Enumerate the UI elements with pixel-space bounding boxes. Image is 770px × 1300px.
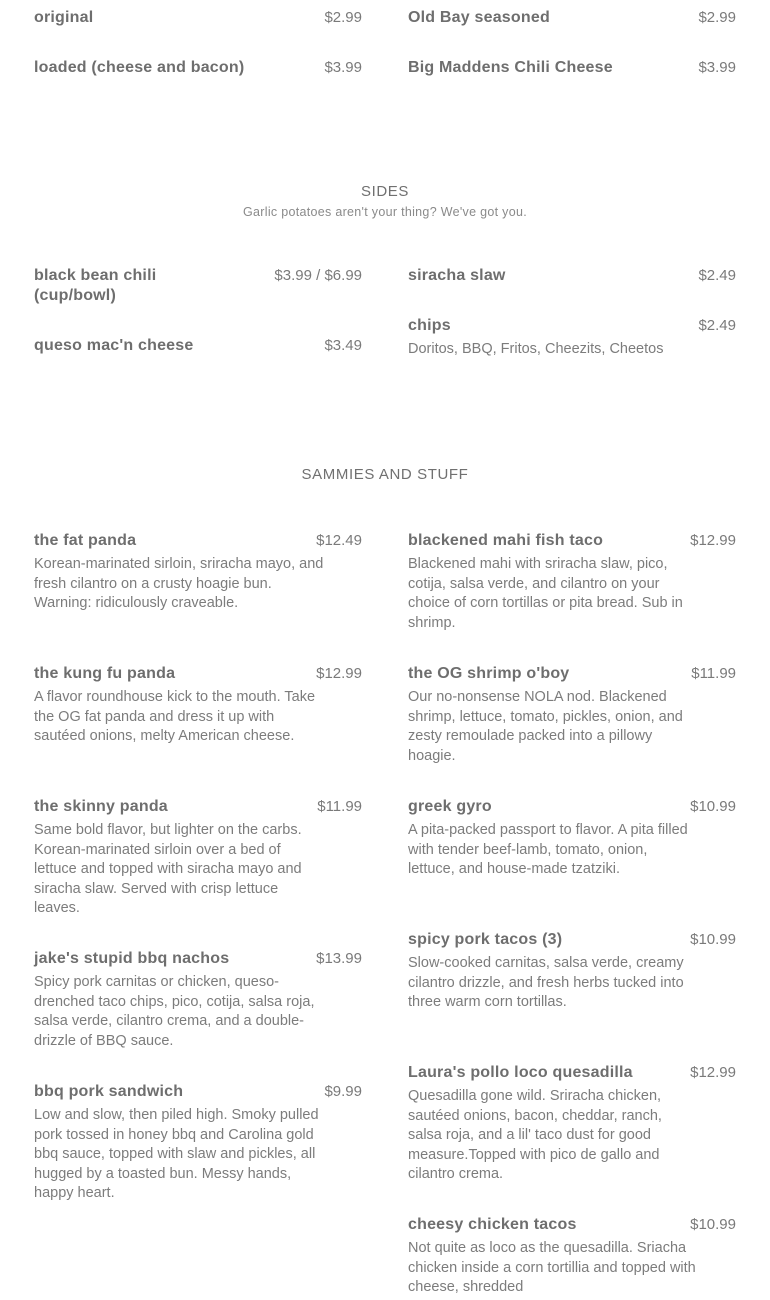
menu-item — [34, 1082, 362, 1204]
menu-item — [408, 8, 736, 28]
menu-item — [34, 58, 362, 78]
item-name: siracha slaw — [408, 267, 506, 284]
item-name: Laura's pollo loco quesadilla — [408, 1064, 633, 1081]
menu-item — [408, 1063, 736, 1185]
menu-item — [408, 266, 736, 286]
menu-item — [34, 531, 362, 614]
item-description: Korean-marinated sirloin, sriracha mayo, and fresh cilantro on a crusty hoagie bun. Warning: ridiculously craveable. — [34, 556, 324, 612]
item-description: Blackened mahi with sriracha slaw, pico, cotija, salsa verde, and cilantro on your choice of corn tortillas or pita bread. Sub in shrimp. — [408, 556, 683, 631]
item-price: $12.99 — [690, 532, 736, 549]
item-description: Same bold flavor, but lighter on the carbs. Korean-marinated sirloin over a bed of lettuce and topped with siracha mayo and siracha slaw. Served with crisp lettuce leaves. — [34, 822, 302, 917]
section-title: SAMMIES AND STUFF — [301, 466, 469, 483]
menu-item — [408, 316, 736, 360]
item-price: $13.99 — [316, 950, 362, 967]
item-price: $12.99 — [316, 665, 362, 682]
item-price: $3.99 — [324, 59, 362, 76]
item-price: $2.99 — [324, 9, 362, 26]
item-name: black bean chili (cup/bowl) — [34, 267, 157, 304]
item-description: Quesadilla gone wild. Sriracha chicken, sautéed onions, bacon, cheddar, ranch, salsa roja, and a lil' taco dust for good measure.Topped with pico de gallo and cilantro crema. — [408, 1088, 662, 1183]
item-name: chips — [408, 317, 451, 334]
section-subtitle: Garlic potatoes aren't your thing? We've got you. — [243, 205, 527, 219]
item-description: A flavor roundhouse kick to the mouth. Take the OG fat panda and dress it up with sautéed onions, melty American cheese. — [34, 689, 316, 745]
item-description: Slow-cooked carnitas, salsa verde, creamy cilantro drizzle, and fresh herbs tucked into three warm corn tortillas. — [408, 955, 684, 1011]
menu-item — [408, 930, 736, 1013]
item-name: jake's stupid bbq nachos — [34, 950, 230, 967]
menu-item — [408, 1215, 736, 1298]
item-description: Our no-nonsense NOLA nod. Blackened shrimp, lettuce, tomato, pickles, onion, and zesty remoulade packed into a pillowy hoagie. — [408, 689, 683, 764]
item-price: $10.99 — [690, 798, 736, 815]
item-name: cheesy chicken tacos — [408, 1216, 577, 1233]
item-name: greek gyro — [408, 798, 492, 815]
item-name: the skinny panda — [34, 798, 168, 815]
menu-item — [34, 797, 362, 919]
section-title: SIDES — [360, 183, 409, 200]
item-description: A pita-packed passport to flavor. A pita filled with tender beef-lamb, tomato, onion, lettuce, and house-made tzatziki. — [408, 822, 688, 878]
item-description: Doritos, BBQ, Fritos, Cheezits, Cheetos — [408, 341, 664, 357]
menu-item — [34, 664, 362, 747]
item-price: $2.49 — [698, 267, 736, 284]
menu-item — [408, 797, 736, 880]
item-price: $2.99 — [698, 9, 736, 26]
item-name: the fat panda — [34, 532, 137, 549]
item-description: Low and slow, then piled high. Smoky pulled pork tossed in honey bbq and Carolina gold bbq sauce, topped with slaw and pickles, all hugged by a toasted bun. Messy hands, happy heart. — [34, 1107, 319, 1202]
menu-item — [34, 8, 362, 28]
item-price: $3.49 — [324, 337, 362, 354]
item-price: $3.99 / $6.99 — [274, 267, 362, 284]
item-price: $12.49 — [316, 532, 362, 549]
item-price: $11.99 — [691, 665, 736, 682]
item-name: queso mac'n cheese — [34, 337, 194, 354]
item-name: the OG shrimp o'boy — [408, 665, 570, 682]
item-name: spicy pork tacos (3) — [408, 931, 563, 948]
menu-item — [408, 531, 736, 633]
item-name: Big Maddens Chili Cheese — [408, 59, 613, 76]
item-price: $12.99 — [690, 1064, 736, 1081]
item-price: $2.49 — [698, 317, 736, 334]
menu-item — [408, 58, 736, 78]
item-name: blackened mahi fish taco — [408, 532, 604, 549]
item-description: Not quite as loco as the quesadilla. Sriacha chicken inside a corn tortillia and topped with cheese, shredded — [408, 1240, 696, 1296]
menu-item — [408, 664, 736, 766]
menu-item — [34, 336, 362, 356]
item-name: original — [34, 9, 94, 26]
item-name: bbq pork sandwich — [34, 1083, 184, 1100]
item-description: Spicy pork carnitas or chicken, queso-drenched taco chips, pico, cotija, salsa roja, salsa verde, cilantro crema, and a double-drizzle of BBQ sauce. — [34, 974, 315, 1049]
menu-item — [34, 266, 362, 306]
menu-item — [34, 949, 362, 1051]
item-name: the kung fu panda — [34, 665, 176, 682]
item-price: $9.99 — [324, 1083, 362, 1100]
item-price: $11.99 — [317, 798, 362, 815]
item-price: $10.99 — [690, 1216, 736, 1233]
item-price: $10.99 — [690, 931, 736, 948]
item-name: loaded (cheese and bacon) — [34, 59, 245, 76]
item-price: $3.99 — [698, 59, 736, 76]
item-name: Old Bay seasoned — [408, 9, 550, 26]
